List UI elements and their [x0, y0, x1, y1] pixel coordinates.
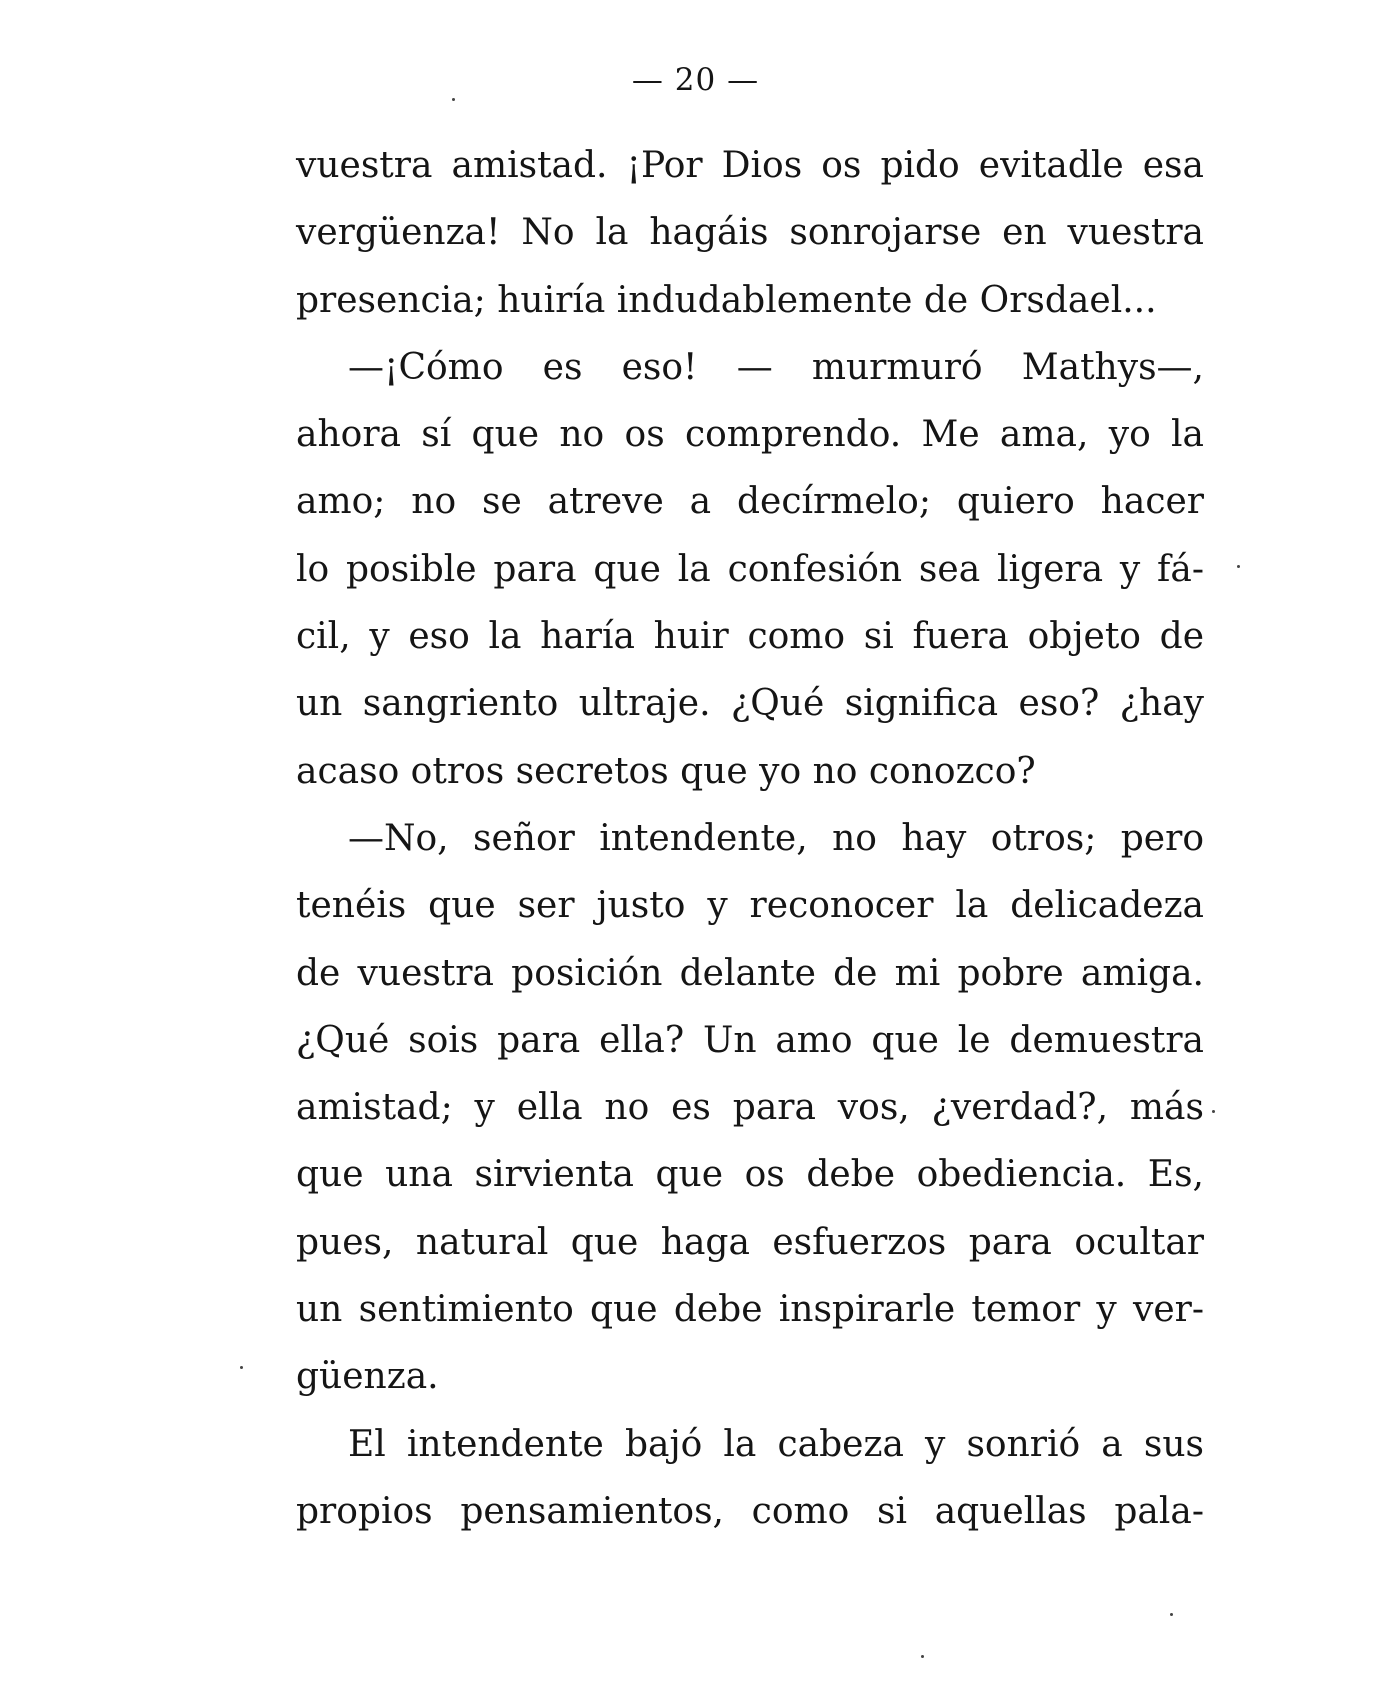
text-line: El intendente bajó la cabeza y sonrió a sus: [348, 1423, 1204, 1465]
text-line: propios pensamientos, como si aquellas pala-: [296, 1490, 1204, 1532]
scan-speck: [240, 1366, 243, 1369]
body-text: [296, 132, 1204, 1545]
text-line: lo posible para que la confesión sea ligera y fá-: [296, 548, 1204, 590]
text-line: un sentimiento que debe inspirarle temor y ver-: [296, 1289, 1204, 1331]
text-line: presencia; huiría indudablemente de Orsdael...: [296, 279, 1157, 321]
text-line: vergüenza! No la hagáis sonrojarse en vuestra: [296, 212, 1204, 254]
text-line: cil, y eso la haría huir como si fuera objeto de: [296, 616, 1204, 658]
text-line: —No, señor intendente, no hay otros; pero: [348, 817, 1204, 859]
text-line: ¿Qué sois para ella? Un amo que le demuestra: [296, 1019, 1204, 1061]
text-line: —¡Cómo es eso! — murmuró Mathys—,: [348, 346, 1204, 388]
text-line: un sangriento ultraje. ¿Qué significa eso? ¿hay: [296, 683, 1204, 725]
scan-speck: [1237, 565, 1240, 568]
text-line: acaso otros secretos que yo no conozco?: [296, 750, 1036, 792]
page-number: — 20 —: [631, 62, 760, 98]
scan-speck: [921, 1655, 924, 1658]
text-line: amo; no se atreve a decírmelo; quiero hacer: [296, 481, 1204, 523]
text-line: ahora sí que no os comprendo. Me ama, yo la: [296, 414, 1204, 456]
scan-speck: [1212, 1110, 1215, 1113]
text-line: pues, natural que haga esfuerzos para ocultar: [296, 1221, 1204, 1263]
text-line: tenéis que ser justo y reconocer la delicadeza: [296, 885, 1204, 927]
text-line: amistad; y ella no es para vos, ¿verdad?, más: [296, 1087, 1204, 1129]
text-line: de vuestra posición delante de mi pobre amiga.: [296, 952, 1204, 994]
scan-speck: [1170, 1613, 1173, 1616]
text-line: vuestra amistad. ¡Por Dios os pido evitadle esa: [296, 145, 1204, 186]
text-line: que una sirvienta que os debe obediencia. Es,: [296, 1154, 1204, 1196]
text-line: güenza.: [296, 1356, 439, 1398]
scan-speck: [452, 98, 455, 101]
